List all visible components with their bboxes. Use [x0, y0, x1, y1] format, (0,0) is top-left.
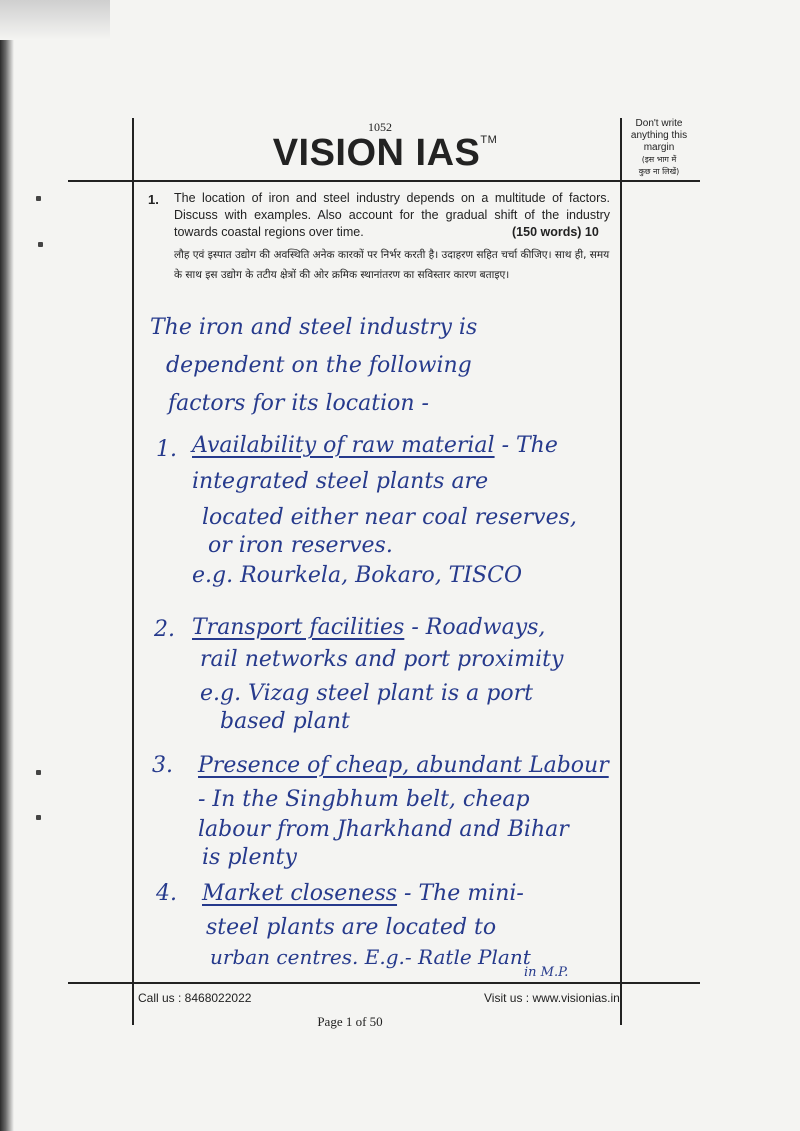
- point-example-line: e.g. Rourkela, Bokaro, TISCO: [192, 563, 522, 588]
- point-example-line: urban centres. E.g.- Ratle Plant: [210, 945, 531, 969]
- footer-phone: Call us : 8468022022: [138, 991, 252, 1005]
- point-text-line: or iron reserves.: [208, 533, 393, 558]
- margin-note-hindi-line: (इस भाग में: [641, 155, 677, 164]
- footer-website: Visit us : www.visionias.in: [484, 991, 620, 1005]
- point-number: 2.: [154, 617, 175, 642]
- right-margin-rule: [620, 118, 622, 1025]
- point-text-line: in M.P.: [524, 965, 569, 980]
- question-text-english: The location of iron and steel industry depends on a multitude of factors. Discuss with examples. Also account for the gradual shift of the industry towards coastal regions over time.: [174, 191, 610, 239]
- point-text-line: - In the Singbhum belt, cheap: [198, 787, 530, 812]
- page-number: Page 1 of 50: [317, 1014, 383, 1029]
- point-text-line: rail networks and port proximity: [200, 647, 564, 672]
- brand-logo: VISION IAS™: [272, 132, 498, 174]
- margin-note-line: Don't write: [635, 118, 683, 129]
- punch-mark: [36, 815, 41, 820]
- question-marks: (150 words) 10: [512, 225, 599, 239]
- point-text-line: integrated steel plants are: [192, 469, 489, 494]
- point-heading: Availability of raw material - The: [192, 433, 558, 458]
- punch-mark: [36, 770, 41, 775]
- page-code: 1052: [368, 120, 392, 134]
- answer-intro-line: factors for its location -: [168, 391, 429, 416]
- point-heading: Presence of cheap, abundant Labour: [198, 753, 609, 778]
- scan-shadow-top: [0, 0, 110, 40]
- point-example-line: e.g. Vizag steel plant is a port: [200, 681, 533, 706]
- left-margin-rule: [132, 118, 134, 1025]
- point-text-line: is plenty: [202, 845, 297, 870]
- punch-mark: [36, 196, 41, 201]
- point-text-line: steel plants are located to: [206, 915, 497, 940]
- margin-note-hindi-line: कुछ ना लिखें): [638, 167, 680, 176]
- answer-intro-line: dependent on the following: [166, 353, 472, 378]
- point-heading: Market closeness - The mini-: [202, 881, 524, 906]
- trademark-mark: TM: [480, 134, 498, 146]
- question-text-hindi: लौह एवं इस्पात उद्योग की अवस्थिति अनेक कारकों पर निर्भर करती है। उदाहरण सहित चर्चा कीजिए। साथ ही, समय के साथ इस उद्योग के तटीय क्षेत्रों की ओर क्रमिक स्थानांतरण का सविस्तार कारण बताइए।: [174, 249, 610, 281]
- scan-shadow-left: [0, 0, 14, 1131]
- punch-mark: [38, 242, 43, 247]
- point-number: 1.: [156, 437, 177, 462]
- point-number: 3.: [152, 753, 173, 778]
- point-number: 4.: [156, 881, 177, 906]
- point-text-line: labour from Jharkhand and Bihar: [198, 817, 569, 842]
- question-number: 1.: [148, 192, 159, 207]
- answer-intro-line: The iron and steel industry is: [150, 315, 478, 340]
- point-text-line: located either near coal reserves,: [202, 505, 577, 530]
- point-text-line: based plant: [220, 709, 350, 734]
- margin-note: [624, 118, 694, 178]
- margin-note-line: anything this: [630, 130, 688, 141]
- margin-note-line: margin: [643, 142, 675, 153]
- header-rule: [68, 180, 700, 182]
- point-heading: Transport facilities - Roadways,: [192, 615, 546, 640]
- footer-rule: [68, 982, 700, 984]
